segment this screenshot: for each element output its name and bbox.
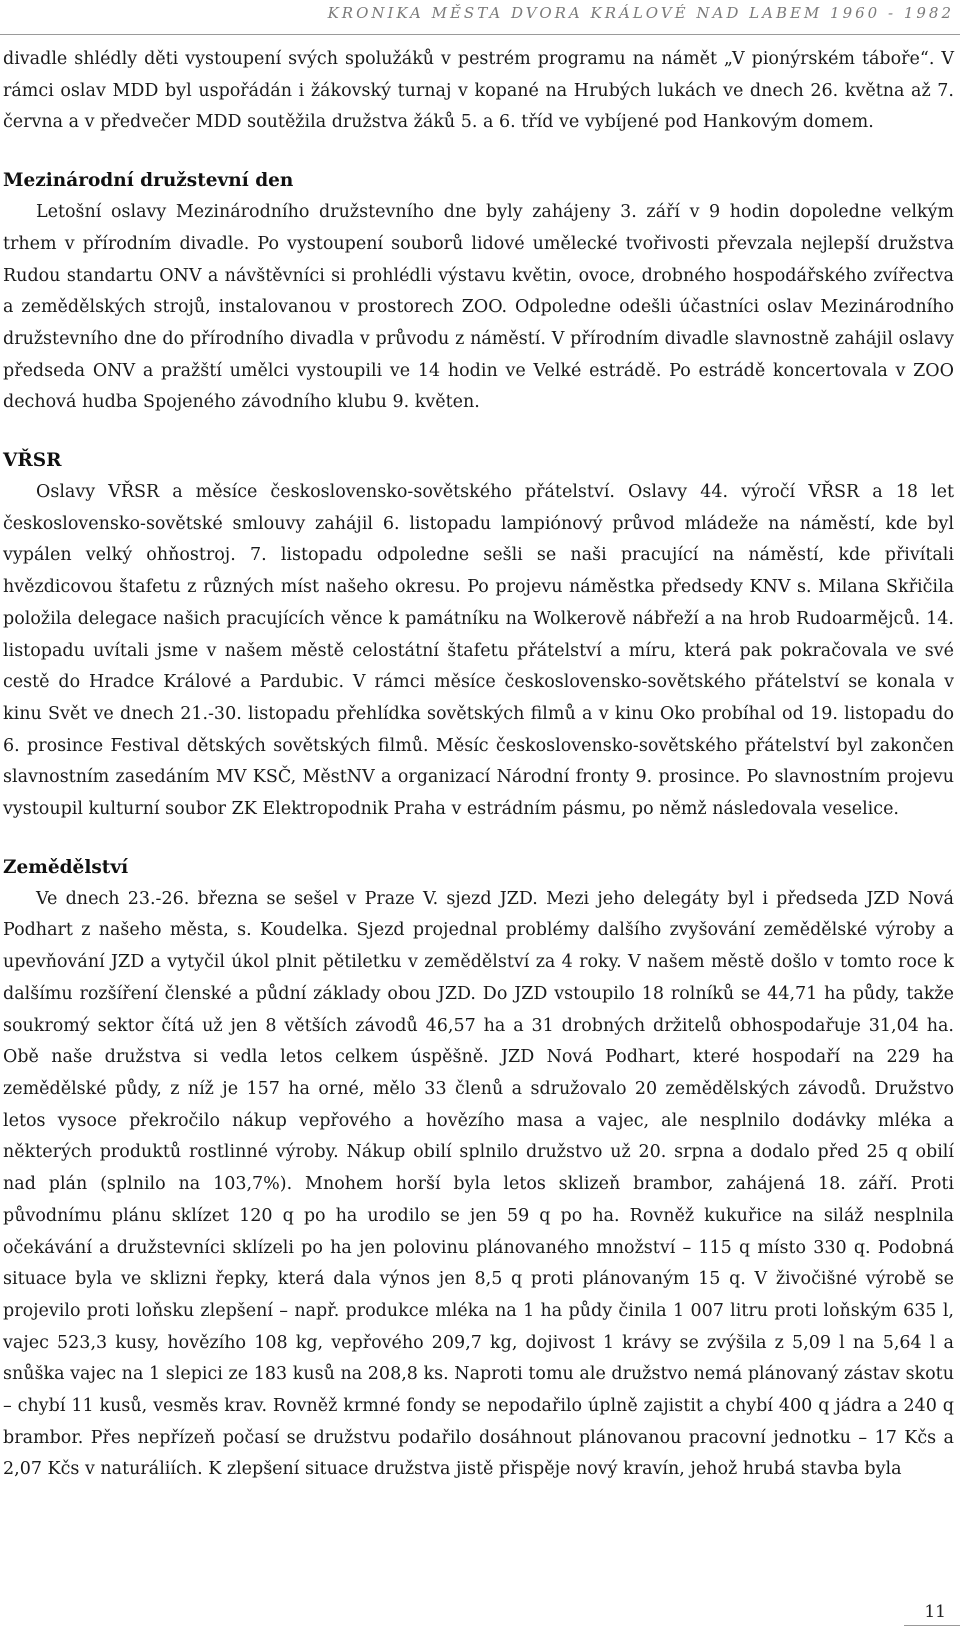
section-gap — [3, 826, 954, 852]
section-body-international-coop-day: Letošní oslavy Mezinárodního družstevního dne byly zahájeny 3. září v 9 hodin dopoledne velkým trhem v přírodním divadle. Po vystoupení souborů lidové umělecké tvořivosti převzala nejlepší družstva Rudou standartu ONV a návštěvníci si prohlédli výstavu květin, ovoce, drobného hospodářského zvířectva a zemědělských strojů, instalovanou v prostorech ZOO. Odpoledne odešli účastníci oslav Mezinárodního družstevního dne do přírodního divadla v průvodu z náměstí. V přírodním divadle slavnostně zahájil oslavy předseda ONV a pražští umělci vystoupili ve 14 hodin ve Velké estrádě. Po estrádě koncertovala v ZOO dechová hudba Spojeného závodního klubu 9. květen. — [3, 202, 954, 413]
section-heading-vrsr: VŘSR — [3, 450, 62, 472]
page-content — [3, 44, 954, 1486]
footer-rule — [904, 1625, 960, 1626]
running-header: KRONIKA MĚSTA DVORA KRÁLOVÉ NAD LABEM 1960 - 1982 — [327, 4, 954, 22]
section-heading-agriculture: Zemědělství — [3, 856, 129, 878]
page-number: 11 — [924, 1602, 946, 1622]
section-gap — [3, 139, 954, 165]
section-body-agriculture: Ve dnech 23.-26. března se sešel v Praze V. sjezd JZD. Mezi jeho delegáty byl i předseda JZD Nová Podhart z našeho města, s. Koudelka. Sjezd projednal problémy dalšího zvyšování zemědělské výroby a upevňování JZD a vytyčil úkol plnit pětiletku v zemědělství za 4 roky. V našem městě došlo v tomto roce k dalšímu rozšíření členské a půdní základy obou JZD. Do JZD vstoupilo 18 rolníků se 44,71 ha půdy, takže soukromý sektor čítá už jen 8 větších závodů 46,57 ha a 31 drobných držitelů obhospodařuje 31,04 ha. Obě naše družstva si vedla letos celkem úspěšně. JZD Nová Podhart, které hospodaří na 229 ha zemědělské půdy, z níž je 157 ha orné, mělo 33 členů a sdružovalo 20 zemědělských závodů. Družstvo letos vysoce překročilo nákup vepřového a hovězího masa a vajec, ale nesplnilo dodávky mléka a některých produktů rostlinné výroby. Nákup obilí splnilo družstvo už 20. srpna a dodalo před 25 q obilí nad plán (splnilo na 103,7%). Mnohem horší byla letos sklizeň brambor, zahájená 18. září. Proti původnímu plánu sklízet 120 q po ha urodilo se jen 59 q po ha. Rovněž kukuřice na siláž nesplnila očekávání a družstevníci sklízeli po ha jen polovinu plánovaného množství – 115 q místo 330 q. Podobná situace byla ve sklizni řepky, která dala výnos jen 8,5 q proti plánovaným 15 q. V živočišné výrobě se projevilo proti loňsku zlepšení – např. produkce mléka na 1 ha půdy činila 1 007 litru proti loňským 635 l, vajec 523,3 kusy, hovězího 108 kg, vepřového 209,7 kg, dojivost 1 krávy se zvýšila z 5,09 l na 5,64 l a snůška vajec na 1 slepici ze 183 kusů na 208,8 ks. Naproti tomu ale družstvo nemá plánovaný zástav skotu – chybí 11 kusů, vesměs krav. Rovněž krmné fondy se nepodařilo úplně zajistit a chybí 400 q jádra a 240 q brambor. Přes nepřízeň počasí se družstvu podařilo dosáhnout plánovanou pracovní jednotku – 17 Kčs a 2,07 Kčs v naturáliích. K zlepšení situace družstva jistě přispěje nový kravín, jehož hrubá stavba byla — [3, 888, 954, 1480]
section-heading-international-coop-day: Mezinárodní družstevní den — [3, 170, 294, 192]
section-body-vrsr: Oslavy VŘSR a měsíce československo-sovětského přátelství. Oslavy 44. výročí VŘSR a 18 let československo-sovětské smlouvy zahájil 6. listopadu lampiónový průvod mládeže na náměstí, kde byl vypálen velký ohňostroj. 7. listopadu odpoledne sešli se naši pracující na náměstí, kde přivítali hvězdicovou štafetu z různých míst našeho okresu. Po projevu náměstka předsedy KNV s. Milana Skřičila položila delegace našich pracujících věnce k památníku na Wolkerově nábřeží a na hrob Rudoarmějců. 14. listopadu uvítali jsme v našem městě celostátní štafetu přátelství a míru, která pak pokračovala ve své cestě do Hradce Králové a Pardubic. V rámci měsíce československo-sovětského přátelství se konala v kinu Svět ve dnech 21.-30. listopadu přehlídka sovětských filmů a v kinu Oko probíhal od 19. listopadu do 6. prosince Festival dětských sovětských filmů. Měsíc československo-sovětského přátelství byl zakončen slavnostním zasedáním MV KSČ, MěstNV a organizací Národní fronty 9. prosince. Po slavnostním projevu vystoupil kulturní soubor ZK Elektropodnik Praha v estrádním pásmu, po němž následovala veselice. — [3, 482, 954, 820]
intro-paragraph: divadle shlédly děti vystoupení svých spolužáků v pestrém programu na námět „V pionýrském táboře“. V rámci oslav MDD byl uspořádán i žákovský turnaj v kopané na Hrubých lukách ve dnech 26. května až 7. června a v předvečer MDD soutěžila družstva žáků 5. a 6. tříd ve vybíjené pod Hankovým domem. — [3, 49, 954, 133]
header-rule — [0, 34, 960, 35]
section-gap — [3, 419, 954, 445]
